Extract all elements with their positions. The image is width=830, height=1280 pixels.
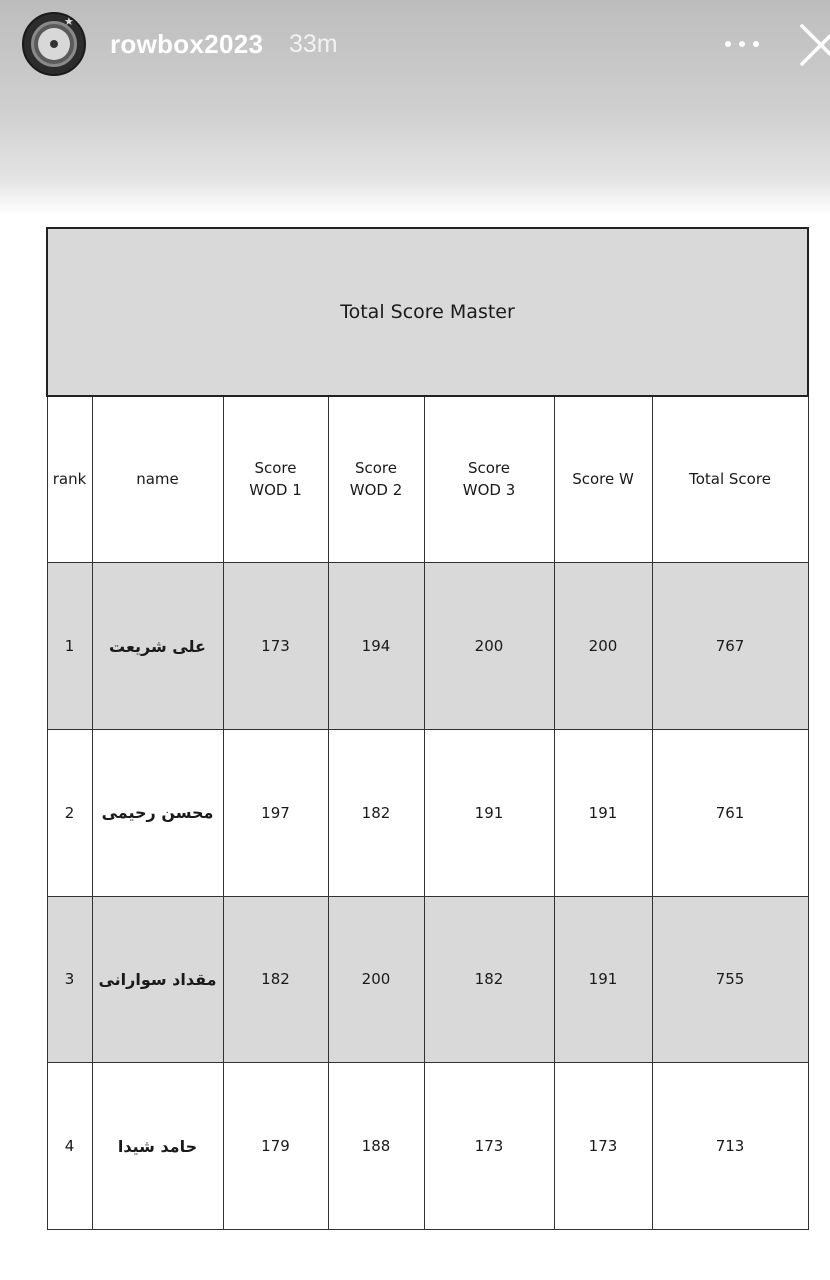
header-score-w: Score W bbox=[554, 396, 652, 563]
header-name: name bbox=[92, 396, 223, 563]
cell-total-score: 713 bbox=[652, 1063, 808, 1230]
cell-rank: 1 bbox=[47, 563, 92, 730]
close-button[interactable] bbox=[798, 22, 830, 66]
cell-rank: 4 bbox=[47, 1063, 92, 1230]
header-score-wod2-line2: WOD 2 bbox=[349, 481, 403, 500]
table-row bbox=[47, 563, 808, 730]
avatar-hub bbox=[50, 40, 58, 48]
more-dot-icon bbox=[725, 41, 731, 47]
table-row bbox=[47, 896, 808, 1063]
cell-rank: 2 bbox=[47, 729, 92, 896]
cell-score-wod1: 197 bbox=[223, 729, 328, 896]
header-rank: rank bbox=[47, 396, 92, 563]
cell-score-wod3: 182 bbox=[424, 896, 554, 1063]
profile-avatar[interactable] bbox=[22, 12, 86, 76]
cell-rank: 3 bbox=[47, 896, 92, 1063]
story-timestamp: 33m bbox=[289, 30, 338, 58]
more-options-button[interactable] bbox=[722, 30, 762, 58]
cell-name: محسن رحیمی bbox=[92, 729, 223, 896]
cell-score-w: 173 bbox=[554, 1063, 652, 1230]
header-score-wod1 bbox=[223, 396, 328, 563]
close-icon bbox=[798, 22, 830, 66]
header-score-wod3-line2: WOD 3 bbox=[462, 481, 516, 500]
table-header-row bbox=[47, 396, 808, 563]
cell-score-wod2: 188 bbox=[328, 1063, 424, 1230]
header-score-wod1-line2: WOD 1 bbox=[249, 481, 302, 500]
table-row bbox=[47, 1063, 808, 1230]
cell-score-w: 191 bbox=[554, 896, 652, 1063]
cell-score-wod3: 200 bbox=[424, 563, 554, 730]
table-title-row bbox=[47, 228, 808, 396]
more-dot-icon bbox=[753, 41, 759, 47]
cell-score-w: 200 bbox=[554, 563, 652, 730]
header-score-wod3 bbox=[424, 396, 554, 563]
header-score-wod1-line1: Score bbox=[254, 459, 297, 478]
table-title: Total Score Master bbox=[47, 228, 808, 396]
cell-score-wod1: 179 bbox=[223, 1063, 328, 1230]
cell-total-score: 761 bbox=[652, 729, 808, 896]
story-header bbox=[0, 0, 830, 90]
score-table bbox=[46, 227, 809, 1230]
cell-score-wod1: 173 bbox=[223, 563, 328, 730]
cell-name: مقداد سوارانی bbox=[92, 896, 223, 1063]
table-row bbox=[47, 729, 808, 896]
cell-score-wod3: 191 bbox=[424, 729, 554, 896]
cell-score-wod2: 200 bbox=[328, 896, 424, 1063]
header-score-wod2-line1: Score bbox=[354, 459, 397, 478]
cell-total-score: 755 bbox=[652, 896, 808, 1063]
cell-name: حامد شیدا bbox=[92, 1063, 223, 1230]
cell-score-wod2: 182 bbox=[328, 729, 424, 896]
header-total-score: Total Score bbox=[652, 396, 808, 563]
star-icon: ★ bbox=[64, 15, 74, 28]
header-score-wod2 bbox=[328, 396, 424, 563]
more-dot-icon bbox=[739, 41, 745, 47]
cell-score-wod1: 182 bbox=[223, 896, 328, 1063]
cell-name: علی شریعت bbox=[92, 563, 223, 730]
story-username[interactable]: rowbox2023 bbox=[110, 29, 264, 59]
cell-total-score: 767 bbox=[652, 563, 808, 730]
header-score-wod3-line1: Score bbox=[467, 459, 510, 478]
cell-score-w: 191 bbox=[554, 729, 652, 896]
cell-score-wod3: 173 bbox=[424, 1063, 554, 1230]
cell-score-wod2: 194 bbox=[328, 563, 424, 730]
